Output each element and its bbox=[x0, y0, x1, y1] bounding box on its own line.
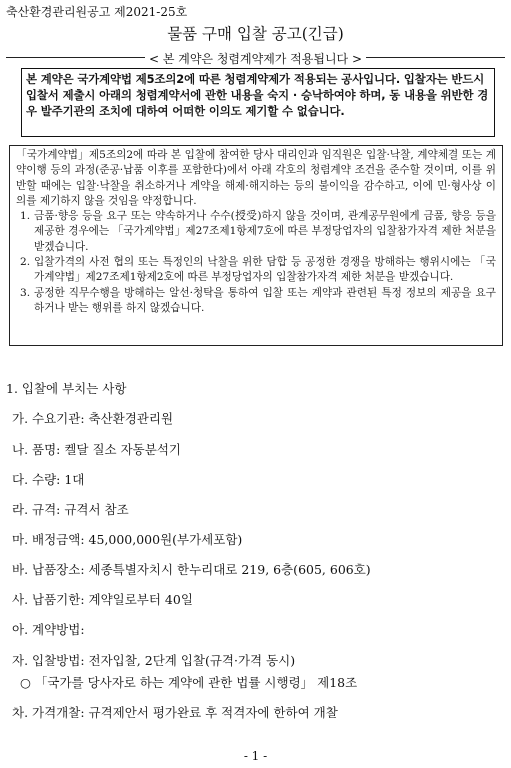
bid-item-product: 나. 품명: 켈달 질소 자동분석기 bbox=[12, 442, 181, 457]
pledge-item bbox=[20, 255, 496, 286]
bid-item-delivery-deadline: 사. 납품기한: 계약일로부터 40일 bbox=[12, 592, 193, 607]
integrity-subtitle-text: < 본 계약은 청렴계약제가 적용됩니다 > bbox=[145, 52, 366, 66]
pledge-intro: 「국가계약법」제5조의2에 따라 본 입찰에 참여한 당사 대리인과 임직원은 입찰·낙찰, 계약체결 또는 계약이행 등의 과정(준공·납품 이후를 포함한다)에서 아래 각호의 청렴계약 조건을 준수할 것이며, 이를 위반할 때에는 입찰·낙찰을 취소하거나 계약을 해제·해지하는 등의 불이익을 감수하고, 이에 민·형사상 이의를 제기하지 않을 것임을 약정합니다. bbox=[16, 149, 496, 207]
bid-item-budget: 마. 배정금액: 45,000,000원(부가세포함) bbox=[12, 532, 243, 547]
bid-item-spec: 라. 규격: 규격서 참조 bbox=[12, 502, 129, 517]
bid-item-bid-method: 자. 입찰방법: 전자입찰, 2단계 입찰(규격·가격 동시) bbox=[12, 653, 296, 668]
bid-item-quantity: 다. 수량: 1대 bbox=[12, 472, 85, 487]
pledge-item-number: 1. bbox=[20, 210, 31, 223]
bid-item-legal-basis: ○ 「국가를 당사자로 하는 계약에 관한 법률 시행령」 제18조 bbox=[20, 675, 358, 690]
pledge-item-text: 공정한 직무수행을 방해하는 알선·청탁을 통하여 입찰 또는 계약과 관련된 특정 정보의 제공을 요구하거나 받는 행위를 하지 않겠습니다. bbox=[34, 286, 496, 314]
integrity-notice-box: 본 계약은 국가계약법 제5조의2에 따른 청렴계약제가 적용되는 공사입니다. 입찰자는 반드시 입찰서 제출시 아래의 청렴계약서에 관한 내용을 숙지 · 승낙하여야 하며, 동 내용을 위반한 경우 발주기관의 조치에 대하여 어떠한 이의도 제기할 수 없습니다. bbox=[21, 68, 495, 137]
bid-item-contract-method: 아. 계약방법: bbox=[12, 622, 85, 637]
pledge-item-text: 금품·향응 등을 요구 또는 약속하거나 수수(授受)하지 않을 것이며, 관계공무원에게 금품, 향응 등을 제공한 경우에는 「국가계약법」제27조제1항제7호에 따른 부정당업자의 입찰참가자격 제한 처분을 받겠습니다. bbox=[34, 210, 496, 253]
page-number: - 1 - bbox=[243, 749, 268, 763]
pledge-item bbox=[20, 286, 496, 317]
document-title: 물품 구매 입찰 공고(긴급) bbox=[167, 25, 344, 43]
pledge-item-text: 입찰가격의 사전 협의 또는 특정인의 낙찰을 위한 담합 등 공정한 경쟁을 방해하는 행위시에는 「국가계약법」제27조제1항제2호에 따른 부정당업자의 입찰참가자격 제한 처분을 받겠습니다. bbox=[34, 256, 496, 284]
pledge-list bbox=[16, 209, 496, 316]
pledge-item bbox=[20, 209, 496, 255]
notice-number: 축산환경관리원공고 제2021-25호 bbox=[6, 5, 188, 19]
pledge-item-number: 2. bbox=[20, 256, 31, 269]
bid-item-opening: 차. 가격개찰: 규격제안서 평가완료 후 적격자에 한하여 개찰 bbox=[12, 705, 338, 720]
pledge-item-number: 3. bbox=[20, 286, 31, 299]
bid-item-agency: 가. 수요기관: 축산환경관리원 bbox=[12, 411, 174, 426]
section-title: 1. 입찰에 부치는 사항 bbox=[6, 381, 127, 396]
integrity-subtitle bbox=[6, 50, 505, 64]
bid-item-delivery-place: 바. 납품장소: 세종특별자치시 한누리대로 219, 6층(605, 606호) bbox=[12, 562, 371, 577]
integrity-pledge-box bbox=[9, 145, 503, 346]
